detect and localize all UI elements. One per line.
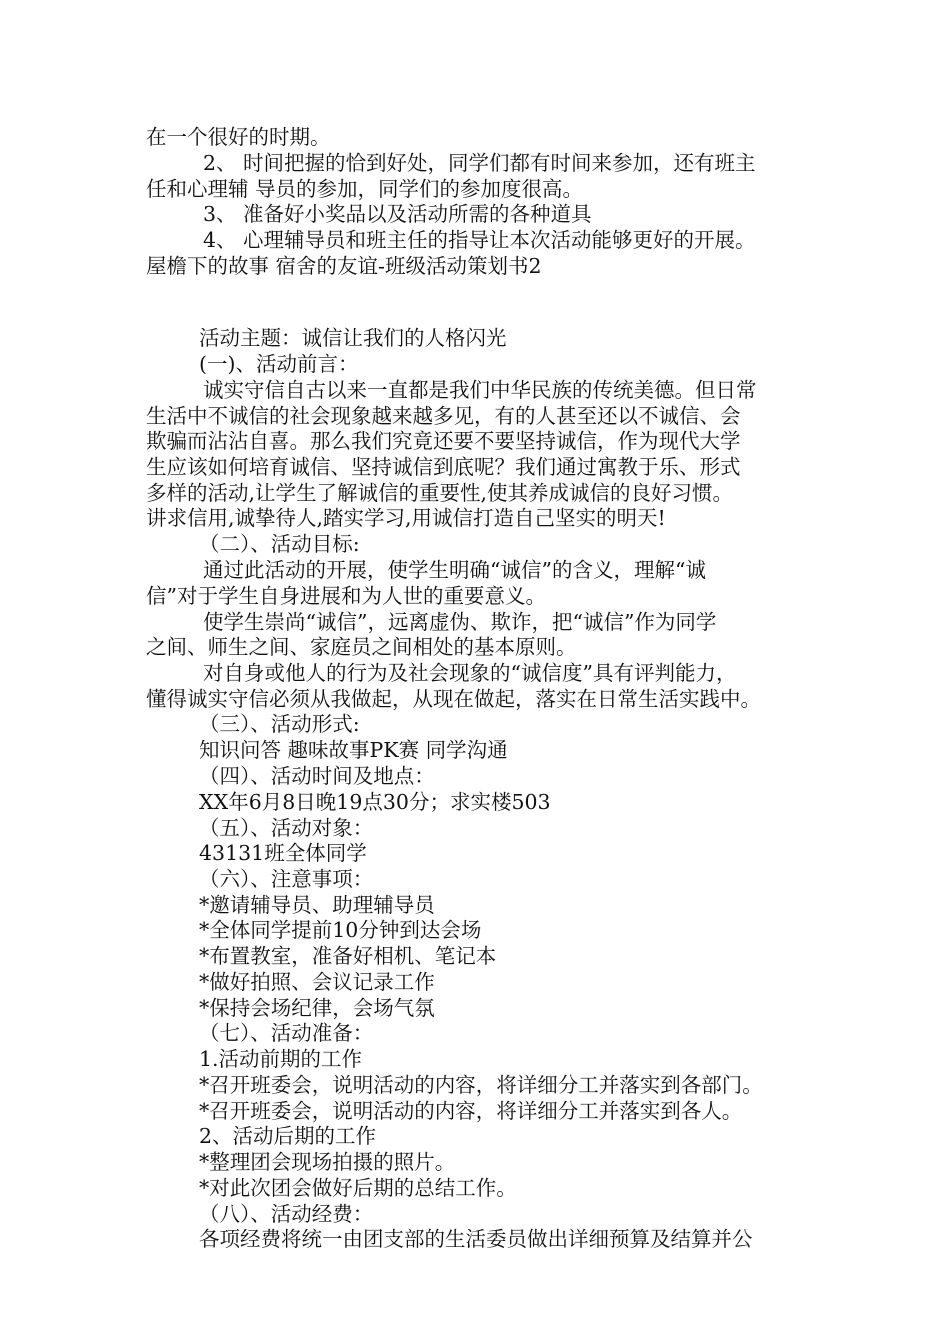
list-item: *做好拍照、会议记录工作 xyxy=(199,970,435,994)
section-heading: （八）、活动经费： xyxy=(199,1202,374,1226)
paragraph-line: 通过此活动的开展，使学生明确“诚信”的含义，理解“诚 xyxy=(203,558,706,582)
section-heading: （三）、活动形式: xyxy=(199,712,360,736)
paragraph-line: XX年6月8日晚19点30分；求实楼503 xyxy=(199,790,551,814)
paragraph-line: 懂得诚实守信必须从我做起，从现在做起，落实在日常生活实践中。 xyxy=(146,687,761,711)
list-item: *召开班委会，说明活动的内容，将详细分工并落实到各部门。 xyxy=(199,1073,763,1097)
paragraph-line: 使学生崇尚“诚信”，远离虚伪、欺诈，把“诚信”作为同学 xyxy=(203,610,717,634)
text-line: 任和心理辅 导员的参加，同学们的参加度很高。 xyxy=(146,177,584,201)
list-item-3: 3、 准备好小奖品以及活动所需的各种道具 xyxy=(203,202,592,226)
list-item: *召开班委会，说明活动的内容，将详细分工并落实到各人。 xyxy=(199,1099,743,1123)
list-item-4: 4、 心理辅导员和班主任的指导让本次活动能够更好的开展。 xyxy=(203,228,756,252)
paragraph-line: 讲求信用,诚挚待人,踏实学习,用诚信打造自己坚实的明天! xyxy=(146,506,666,530)
paragraph-line: 43131班全体同学 xyxy=(199,841,367,865)
paragraph-line: 1.活动前期的工作 xyxy=(199,1047,363,1071)
section-heading: (一)、活动前言： xyxy=(199,352,359,376)
section-heading: （二）、活动目标: xyxy=(199,532,360,556)
paragraph-line: 对自身或他人的行为及社会现象的“诚信度”具有评判能力， xyxy=(203,661,737,685)
paragraph-line: 多样的活动,让学生了解诚信的重要性,使其养成诚信的良好习惯。 xyxy=(146,481,734,505)
activity-theme: 活动主题：诚信让我们的人格闪光 xyxy=(199,326,507,350)
list-item: *整理团会现场拍摄的照片。 xyxy=(199,1150,456,1174)
paragraph-line: 欺骗而沾沾自喜。那么我们究竟还要不要坚持诚信，作为现代大学 xyxy=(146,429,741,453)
section-heading: （五）、活动对象： xyxy=(199,816,374,840)
section-heading: 屋檐下的故事 宿舍的友谊-班级活动策划书2 xyxy=(146,254,542,278)
section-heading: （六）、注意事项： xyxy=(199,867,374,891)
paragraph-line: 诚实守信自古以来一直都是我们中华民族的传统美德。但日常 xyxy=(203,378,757,402)
list-item: *保持会场纪律，会场气氛 xyxy=(199,996,435,1020)
list-item: *布置教室，准备好相机、笔记本 xyxy=(199,944,497,968)
list-item: *邀请辅导员、助理辅导员 xyxy=(199,893,435,917)
paragraph-line: 信”对于学生自身进展和为人世的重要意义。 xyxy=(146,584,546,608)
section-heading: （七）、活动准备： xyxy=(199,1021,374,1045)
list-item: *对此次团会做好后期的总结工作。 xyxy=(199,1176,517,1200)
paragraph-line: 2、活动后期的工作 xyxy=(199,1124,377,1148)
list-item-2: 2、 时间把握的恰到好处，同学们都有时间来参加，还有班主 xyxy=(203,151,756,175)
list-item: *全体同学提前10分钟到达会场 xyxy=(199,918,482,942)
paragraph-line: 生活中不诚信的社会现象越来越多见，有的人甚至还以不诚信、会 xyxy=(146,404,741,428)
text-line: 在一个很好的时期。 xyxy=(146,125,331,149)
section-heading: （四）、活动时间及地点： xyxy=(199,764,435,788)
paragraph-line: 知识问答 趣味故事PK赛 同学沟通 xyxy=(199,738,508,762)
paragraph-line: 各项经费将统一由团支部的生活委员做出详细预算及结算并公 xyxy=(199,1227,753,1251)
paragraph-line: 生应该如何培育诚信、坚持诚信到底呢？我们通过寓教于乐、形式 xyxy=(146,455,741,479)
paragraph-line: 之间、师生之间、家庭员之间相处的基本原则。 xyxy=(146,635,577,659)
